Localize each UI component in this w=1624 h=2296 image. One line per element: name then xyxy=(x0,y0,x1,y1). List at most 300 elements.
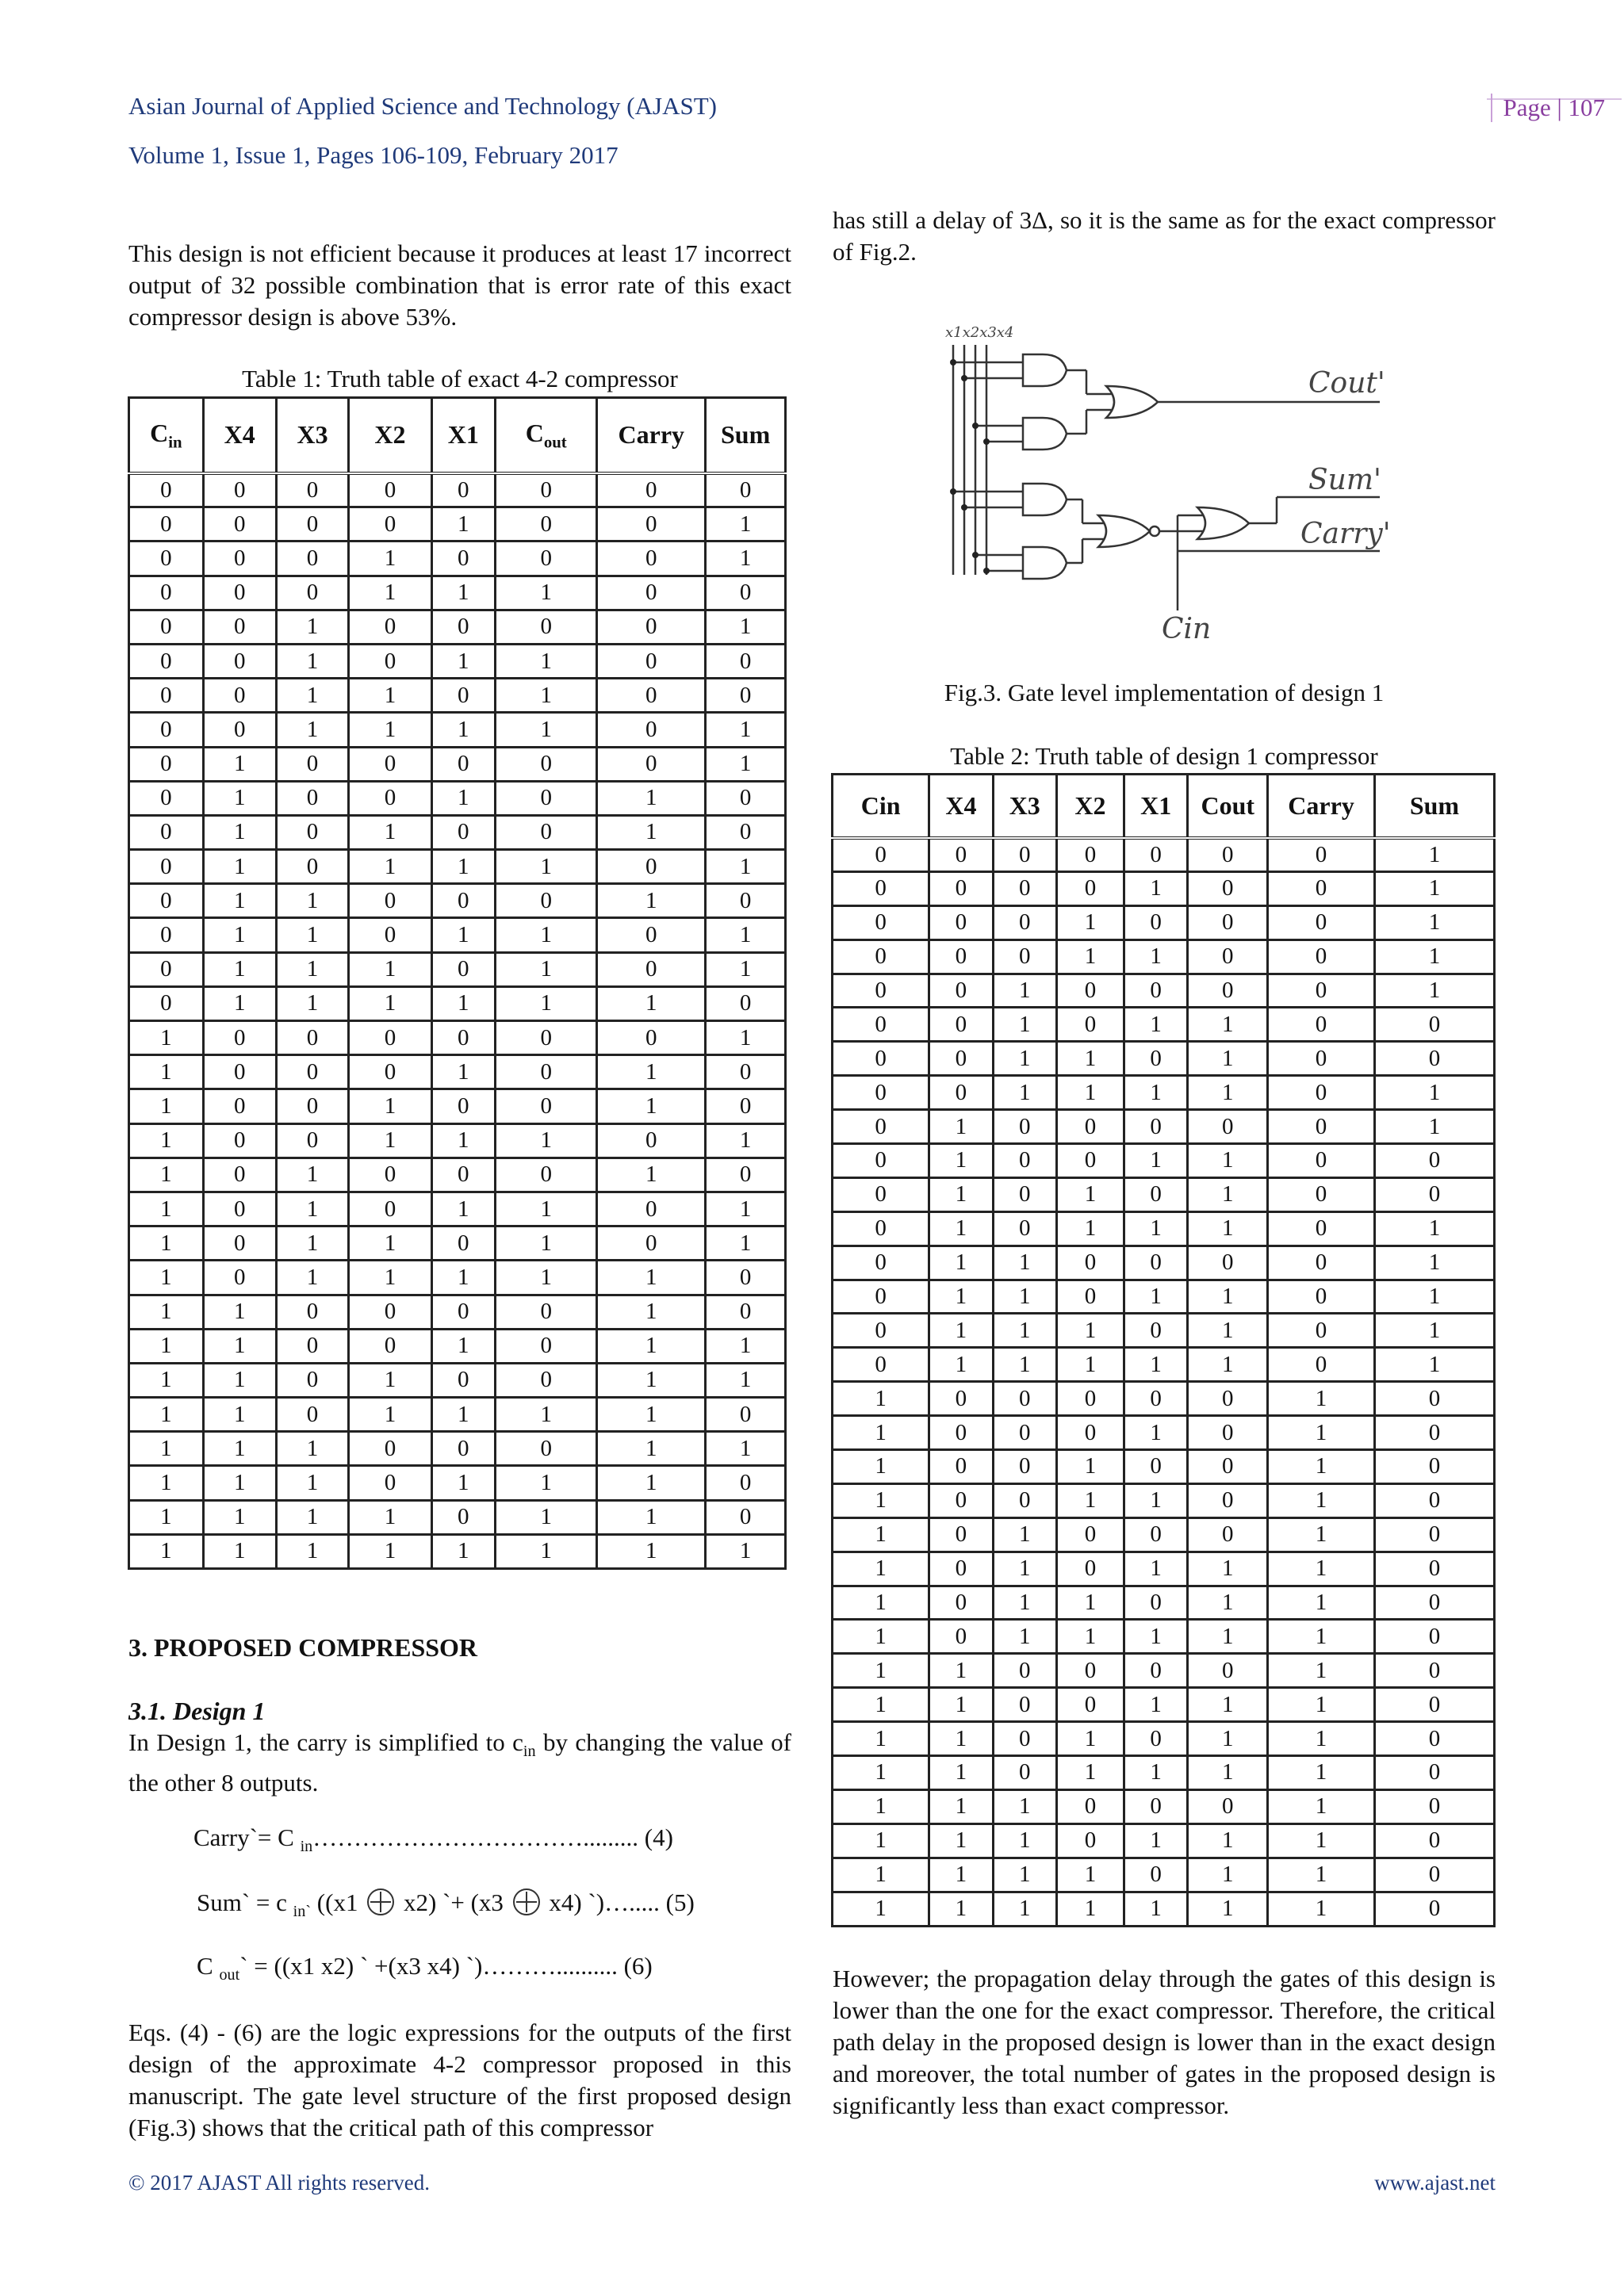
table-cell: 0 xyxy=(1056,1789,1124,1823)
table-cell: 0 xyxy=(431,473,496,507)
gate-2 xyxy=(1023,418,1067,450)
table-row xyxy=(129,1123,786,1158)
table-cell: 1 xyxy=(1188,1586,1268,1620)
table-cell: 0 xyxy=(993,1177,1056,1211)
table-cell: 0 xyxy=(496,1329,597,1363)
table-cell: 1 xyxy=(431,576,496,610)
table-cell: 0 xyxy=(276,1295,349,1329)
table-cell: 1 xyxy=(597,1363,706,1397)
table-cell: 1 xyxy=(349,815,431,849)
gate-4 xyxy=(1023,547,1067,579)
table-cell: 1 xyxy=(129,1329,204,1363)
xor-symbol-icon xyxy=(513,1888,540,1915)
figure3-gate-diagram xyxy=(936,313,1396,646)
footer-copyright: © 2017 AJAST All rights reserved. xyxy=(128,2171,431,2195)
table-cell: 0 xyxy=(349,781,431,815)
table-cell: 1 xyxy=(597,884,706,918)
table-cell: 1 xyxy=(129,1055,204,1089)
table-cell: 1 xyxy=(1056,1211,1124,1246)
table1-header-cin: $C_{in}$ xyxy=(129,398,204,473)
table2-design1-compressor xyxy=(831,773,1496,1927)
table-cell: 0 xyxy=(929,1483,993,1517)
table-cell: 0 xyxy=(496,1295,597,1329)
intro-text: This design is not efficient because it produces at least 17 incorrect output of 32 possible combination that is error rate of this exact compressor design is above 53%. xyxy=(128,239,791,331)
table-cell: 1 xyxy=(706,1534,786,1568)
table-cell: 0 xyxy=(597,507,706,541)
table-cell: 0 xyxy=(349,1295,431,1329)
table-cell: 1 xyxy=(276,1158,349,1192)
table-cell: 1 xyxy=(1124,1756,1187,1790)
table-cell: 1 xyxy=(496,918,597,952)
table-row xyxy=(833,1246,1495,1280)
table-cell: 0 xyxy=(431,952,496,986)
table-cell: 0 xyxy=(706,884,786,918)
table-cell: 1 xyxy=(993,1314,1056,1348)
or-gate-cout xyxy=(1106,386,1158,418)
table-cell: 1 xyxy=(276,610,349,644)
table-cell: 1 xyxy=(706,507,786,541)
table-cell: 0 xyxy=(1188,871,1268,905)
table-cell: 0 xyxy=(929,1450,993,1484)
table-cell: 0 xyxy=(129,986,204,1020)
table-cell: 1 xyxy=(929,1348,993,1382)
fig3-label-carry: Carry' xyxy=(1300,518,1391,550)
table-cell: 0 xyxy=(1374,1789,1494,1823)
table-cell: 0 xyxy=(706,781,786,815)
table-row xyxy=(129,884,786,918)
table-cell: 0 xyxy=(1268,1008,1375,1042)
table-cell: 0 xyxy=(1374,1858,1494,1892)
table-cell: 1 xyxy=(431,918,496,952)
table-cell: 1 xyxy=(431,1055,496,1089)
table-cell: 0 xyxy=(1268,838,1375,872)
table-cell: 1 xyxy=(203,1295,276,1329)
table-cell: 0 xyxy=(203,1226,276,1261)
table-cell: 0 xyxy=(833,1144,929,1178)
table2-header-x4: X4 xyxy=(929,775,993,838)
table-cell: 1 xyxy=(1268,1382,1375,1416)
table-row xyxy=(833,1348,1495,1382)
table-row xyxy=(833,1756,1495,1790)
table-cell: 1 xyxy=(349,1089,431,1123)
table-cell: 0 xyxy=(833,974,929,1008)
table-cell: 1 xyxy=(706,1123,786,1158)
table-cell: 1 xyxy=(496,850,597,884)
table-cell: 1 xyxy=(1374,838,1494,872)
table-cell: 0 xyxy=(1268,1042,1375,1076)
table-cell: 1 xyxy=(1188,1858,1268,1892)
table-cell: 0 xyxy=(496,610,597,644)
table-cell: 1 xyxy=(706,610,786,644)
table-cell: 1 xyxy=(203,815,276,849)
table-cell: 1 xyxy=(706,1226,786,1261)
table-cell: 0 xyxy=(1268,1246,1375,1280)
table-cell: 0 xyxy=(993,1416,1056,1450)
table-cell: 1 xyxy=(929,1144,993,1178)
table1-body xyxy=(129,473,786,1569)
table-cell: 1 xyxy=(129,1500,204,1534)
table-cell: 1 xyxy=(706,918,786,952)
table-cell: 0 xyxy=(1124,1042,1187,1076)
table-cell: 1 xyxy=(1056,1348,1124,1382)
table-cell: 0 xyxy=(597,610,706,644)
table-cell: 1 xyxy=(203,918,276,952)
table-cell: 1 xyxy=(1188,1348,1268,1382)
design1-text-sub: in xyxy=(523,1743,536,1761)
table-cell: 1 xyxy=(129,1226,204,1261)
table-cell: 0 xyxy=(706,679,786,713)
table-cell: 0 xyxy=(597,576,706,610)
table-cell: 0 xyxy=(1188,1517,1268,1552)
table-row xyxy=(129,850,786,884)
table-cell: 1 xyxy=(1056,1722,1124,1756)
table2-header-x3: X3 xyxy=(993,775,1056,838)
table-cell: 1 xyxy=(1188,1552,1268,1586)
table-cell: 0 xyxy=(496,747,597,781)
table-cell: 1 xyxy=(431,1123,496,1158)
table-cell: 0 xyxy=(1268,1177,1375,1211)
table-cell: 1 xyxy=(431,781,496,815)
table-cell: 1 xyxy=(706,952,786,986)
table-cell: 1 xyxy=(706,747,786,781)
table-cell: 1 xyxy=(1056,1586,1124,1620)
table-cell: 1 xyxy=(496,1534,597,1568)
table-cell: 1 xyxy=(597,1295,706,1329)
table-row xyxy=(129,986,786,1020)
table-cell: 0 xyxy=(276,1021,349,1055)
table-cell: 1 xyxy=(129,1534,204,1568)
table2-header-cout: Cout xyxy=(1188,775,1268,838)
table-cell: 0 xyxy=(203,610,276,644)
table-cell: 0 xyxy=(276,1329,349,1363)
table-cell: 0 xyxy=(1268,1110,1375,1144)
table-cell: 1 xyxy=(706,1192,786,1226)
table-cell: 0 xyxy=(349,1432,431,1466)
table-cell: 0 xyxy=(129,884,204,918)
table-cell: 0 xyxy=(1268,1314,1375,1348)
table-cell: 1 xyxy=(276,986,349,1020)
table-row xyxy=(129,1295,786,1329)
table-row xyxy=(129,1398,786,1432)
table-cell: 1 xyxy=(1268,1586,1375,1620)
table-cell: 0 xyxy=(203,679,276,713)
table-cell: 1 xyxy=(1056,1042,1124,1076)
table-cell: 0 xyxy=(597,1226,706,1261)
table-cell: 0 xyxy=(706,1158,786,1192)
table2-header-x2: X2 xyxy=(1056,775,1124,838)
table-cell: 1 xyxy=(349,541,431,576)
table-cell: 1 xyxy=(276,679,349,713)
table-cell: 1 xyxy=(1374,1314,1494,1348)
table-cell: 0 xyxy=(276,473,349,507)
table-cell: 0 xyxy=(349,507,431,541)
table-cell: 0 xyxy=(1374,1450,1494,1484)
table-cell: 1 xyxy=(1056,1483,1124,1517)
table-cell: 0 xyxy=(349,1021,431,1055)
table-cell: 0 xyxy=(431,541,496,576)
table-cell: 1 xyxy=(276,952,349,986)
table-cell: 1 xyxy=(1374,1110,1494,1144)
table1-header-x3: X3 xyxy=(276,398,349,473)
table-cell: 0 xyxy=(496,473,597,507)
table-cell: 1 xyxy=(597,1089,706,1123)
table-cell: 0 xyxy=(833,1246,929,1280)
table-cell: 0 xyxy=(496,1363,597,1397)
table-row xyxy=(833,1280,1495,1314)
table-cell: 0 xyxy=(1374,1144,1494,1178)
table-cell: 0 xyxy=(431,1295,496,1329)
table-cell: 1 xyxy=(276,644,349,678)
table-cell: 0 xyxy=(1268,1076,1375,1110)
table-cell: 0 xyxy=(929,1552,993,1586)
table-row xyxy=(129,541,786,576)
table-cell: 0 xyxy=(1374,1892,1494,1926)
table-cell: 0 xyxy=(129,781,204,815)
table-cell: 0 xyxy=(349,884,431,918)
table-cell: 0 xyxy=(349,1055,431,1089)
table-row xyxy=(833,1892,1495,1926)
table-cell: 1 xyxy=(929,1280,993,1314)
table-cell: 0 xyxy=(276,850,349,884)
table-cell: 0 xyxy=(833,871,929,905)
table-cell: 1 xyxy=(993,1789,1056,1823)
table-cell: 1 xyxy=(929,1314,993,1348)
table-cell: 0 xyxy=(706,644,786,678)
table-cell: 0 xyxy=(129,507,204,541)
table-row xyxy=(833,1382,1495,1416)
table-cell: 0 xyxy=(431,1021,496,1055)
table-cell: 1 xyxy=(496,679,597,713)
table-cell: 0 xyxy=(929,905,993,939)
table-cell: 1 xyxy=(706,713,786,747)
table-cell: 0 xyxy=(1056,1517,1124,1552)
table-cell: 0 xyxy=(349,1192,431,1226)
table-cell: 1 xyxy=(1188,1620,1268,1654)
table-cell: 1 xyxy=(1124,1823,1187,1858)
intro-paragraph xyxy=(128,238,791,333)
table-cell: 1 xyxy=(1056,1892,1124,1926)
table-cell: 0 xyxy=(431,1363,496,1397)
table-cell: 1 xyxy=(276,1226,349,1261)
table-cell: 0 xyxy=(1124,838,1187,872)
table-cell: 0 xyxy=(993,1483,1056,1517)
table-row xyxy=(129,1363,786,1397)
table-cell: 0 xyxy=(706,1398,786,1432)
table2-header-carry: Carry xyxy=(1268,775,1375,838)
table-cell: 1 xyxy=(833,1654,929,1688)
table-cell: 1 xyxy=(496,986,597,1020)
table-cell: 1 xyxy=(203,1432,276,1466)
table-cell: 0 xyxy=(203,1261,276,1295)
table-cell: 1 xyxy=(349,986,431,1020)
table-cell: 0 xyxy=(431,679,496,713)
table-cell: 1 xyxy=(1374,1348,1494,1382)
table-cell: 0 xyxy=(1374,1042,1494,1076)
table-cell: 1 xyxy=(1124,1620,1187,1654)
table-cell: 0 xyxy=(496,815,597,849)
table-cell: 0 xyxy=(1188,1110,1268,1144)
table-cell: 1 xyxy=(1188,1823,1268,1858)
table-row xyxy=(129,918,786,952)
table-cell: 1 xyxy=(431,850,496,884)
or-gate-mid xyxy=(1098,515,1150,547)
table-cell: 1 xyxy=(929,1892,993,1926)
table-cell: 1 xyxy=(833,1892,929,1926)
table-cell: 1 xyxy=(1056,1076,1124,1110)
equation-5: Sum` = c $_{in`}$ ((x1 x2) `+ (x3 x4) `)…..... (5) xyxy=(197,1888,695,1921)
table-cell: 1 xyxy=(349,1123,431,1158)
table-cell: 1 xyxy=(276,1192,349,1226)
table-cell: 0 xyxy=(129,610,204,644)
table-cell: 0 xyxy=(129,679,204,713)
table-cell: 0 xyxy=(496,1089,597,1123)
table-cell: 1 xyxy=(496,952,597,986)
table-cell: 0 xyxy=(1374,1586,1494,1620)
table-cell: 0 xyxy=(993,1211,1056,1246)
table-cell: 1 xyxy=(706,1021,786,1055)
table-cell: 0 xyxy=(706,1295,786,1329)
table-cell: 0 xyxy=(349,747,431,781)
table-cell: 1 xyxy=(1374,1076,1494,1110)
table-cell: 1 xyxy=(1188,1008,1268,1042)
table-cell: 0 xyxy=(833,1110,929,1144)
table-cell: 1 xyxy=(833,1756,929,1790)
table-cell: 1 xyxy=(203,781,276,815)
table-cell: 0 xyxy=(276,1055,349,1089)
table-cell: 1 xyxy=(276,884,349,918)
table-cell: 1 xyxy=(1188,1042,1268,1076)
delay-paragraph xyxy=(833,205,1496,268)
table-cell: 0 xyxy=(431,747,496,781)
table-row xyxy=(833,1620,1495,1654)
table-cell: 1 xyxy=(597,1329,706,1363)
table-cell: 0 xyxy=(833,939,929,974)
table-cell: 0 xyxy=(1374,1756,1494,1790)
table-row xyxy=(833,1314,1495,1348)
table-cell: 1 xyxy=(431,1329,496,1363)
table-cell: 0 xyxy=(1056,1110,1124,1144)
table-cell: 0 xyxy=(1188,1483,1268,1517)
table-cell: 0 xyxy=(276,781,349,815)
table-cell: 0 xyxy=(1188,1382,1268,1416)
table-cell: 0 xyxy=(431,1089,496,1123)
table-cell: 0 xyxy=(929,974,993,1008)
table-cell: 1 xyxy=(833,1483,929,1517)
table-cell: 0 xyxy=(129,815,204,849)
table-cell: 0 xyxy=(1188,974,1268,1008)
table-cell: 0 xyxy=(706,473,786,507)
table-cell: 1 xyxy=(203,1329,276,1363)
table-cell: 1 xyxy=(203,986,276,1020)
table-row xyxy=(129,473,786,507)
table-cell: 1 xyxy=(1124,1280,1187,1314)
table-cell: 0 xyxy=(349,610,431,644)
table-cell: 0 xyxy=(706,1466,786,1500)
table-cell: 0 xyxy=(993,838,1056,872)
table-cell: 0 xyxy=(129,747,204,781)
table-cell: 0 xyxy=(597,541,706,576)
table-cell: 1 xyxy=(203,850,276,884)
table-cell: 1 xyxy=(833,1722,929,1756)
table-cell: 0 xyxy=(993,1722,1056,1756)
table-cell: 0 xyxy=(431,1158,496,1192)
table-cell: 1 xyxy=(276,1500,349,1534)
table-row xyxy=(833,1450,1495,1484)
table-cell: 0 xyxy=(1124,1314,1187,1348)
table-cell: 0 xyxy=(929,1042,993,1076)
table-cell: 1 xyxy=(929,1211,993,1246)
table-cell: 1 xyxy=(929,1177,993,1211)
table-row xyxy=(833,1552,1495,1586)
table-cell: 0 xyxy=(276,815,349,849)
table-cell: 1 xyxy=(993,1892,1056,1926)
table-cell: 0 xyxy=(929,871,993,905)
table-cell: 1 xyxy=(129,1021,204,1055)
table-cell: 1 xyxy=(1056,905,1124,939)
table-cell: 1 xyxy=(276,918,349,952)
table-cell: 1 xyxy=(1188,1144,1268,1178)
table-cell: 0 xyxy=(993,1654,1056,1688)
table-cell: 1 xyxy=(833,1416,929,1450)
table-cell: 0 xyxy=(431,884,496,918)
table-cell: 0 xyxy=(1124,1722,1187,1756)
fig3-label-sum: Sum' xyxy=(1308,464,1381,496)
table-row xyxy=(833,838,1495,872)
table-cell: 1 xyxy=(496,713,597,747)
table-cell: 0 xyxy=(833,1177,929,1211)
table-cell: 0 xyxy=(1188,1450,1268,1484)
table-cell: 1 xyxy=(1124,1348,1187,1382)
table-cell: 1 xyxy=(833,1382,929,1416)
table-cell: 0 xyxy=(496,781,597,815)
table-cell: 0 xyxy=(129,473,204,507)
table-cell: 1 xyxy=(1374,1280,1494,1314)
table-cell: 1 xyxy=(1124,1688,1187,1722)
table-cell: 1 xyxy=(1056,1314,1124,1348)
table-cell: 0 xyxy=(431,1432,496,1466)
table-cell: 0 xyxy=(1124,1789,1187,1823)
table-cell: 0 xyxy=(1268,905,1375,939)
table-cell: 0 xyxy=(1124,1177,1187,1211)
table-cell: 1 xyxy=(833,1688,929,1722)
table-cell: 1 xyxy=(929,1688,993,1722)
table-cell: 1 xyxy=(129,1398,204,1432)
table-cell: 1 xyxy=(929,1756,993,1790)
figure3-caption: Fig.3. Gate level implementation of design 1 xyxy=(944,679,1385,706)
propagation-paragraph xyxy=(833,1963,1496,2122)
table-cell: 0 xyxy=(129,713,204,747)
equation-4: Carry`= C $_{in}$……………………………......... (4) xyxy=(193,1823,673,1856)
design1-text-a: In Design 1, the carry is simplified to c xyxy=(128,1728,523,1756)
table-row xyxy=(833,939,1495,974)
table-cell: 1 xyxy=(1056,1177,1124,1211)
table-cell: 0 xyxy=(203,473,276,507)
table-cell: 0 xyxy=(1056,1382,1124,1416)
footer-website[interactable]: www.ajast.net xyxy=(1374,2171,1496,2195)
table-cell: 1 xyxy=(1188,1280,1268,1314)
table-cell: 0 xyxy=(597,918,706,952)
table-cell: 1 xyxy=(993,1280,1056,1314)
table-cell: 0 xyxy=(203,1021,276,1055)
table-row xyxy=(129,781,786,815)
table-cell: 0 xyxy=(1188,838,1268,872)
table-cell: 0 xyxy=(276,541,349,576)
table-cell: 0 xyxy=(203,576,276,610)
table-cell: 1 xyxy=(129,1158,204,1192)
fig3-label-cin: Cin xyxy=(1162,613,1212,645)
table-cell: 0 xyxy=(1374,1517,1494,1552)
table-cell: 0 xyxy=(993,1110,1056,1144)
